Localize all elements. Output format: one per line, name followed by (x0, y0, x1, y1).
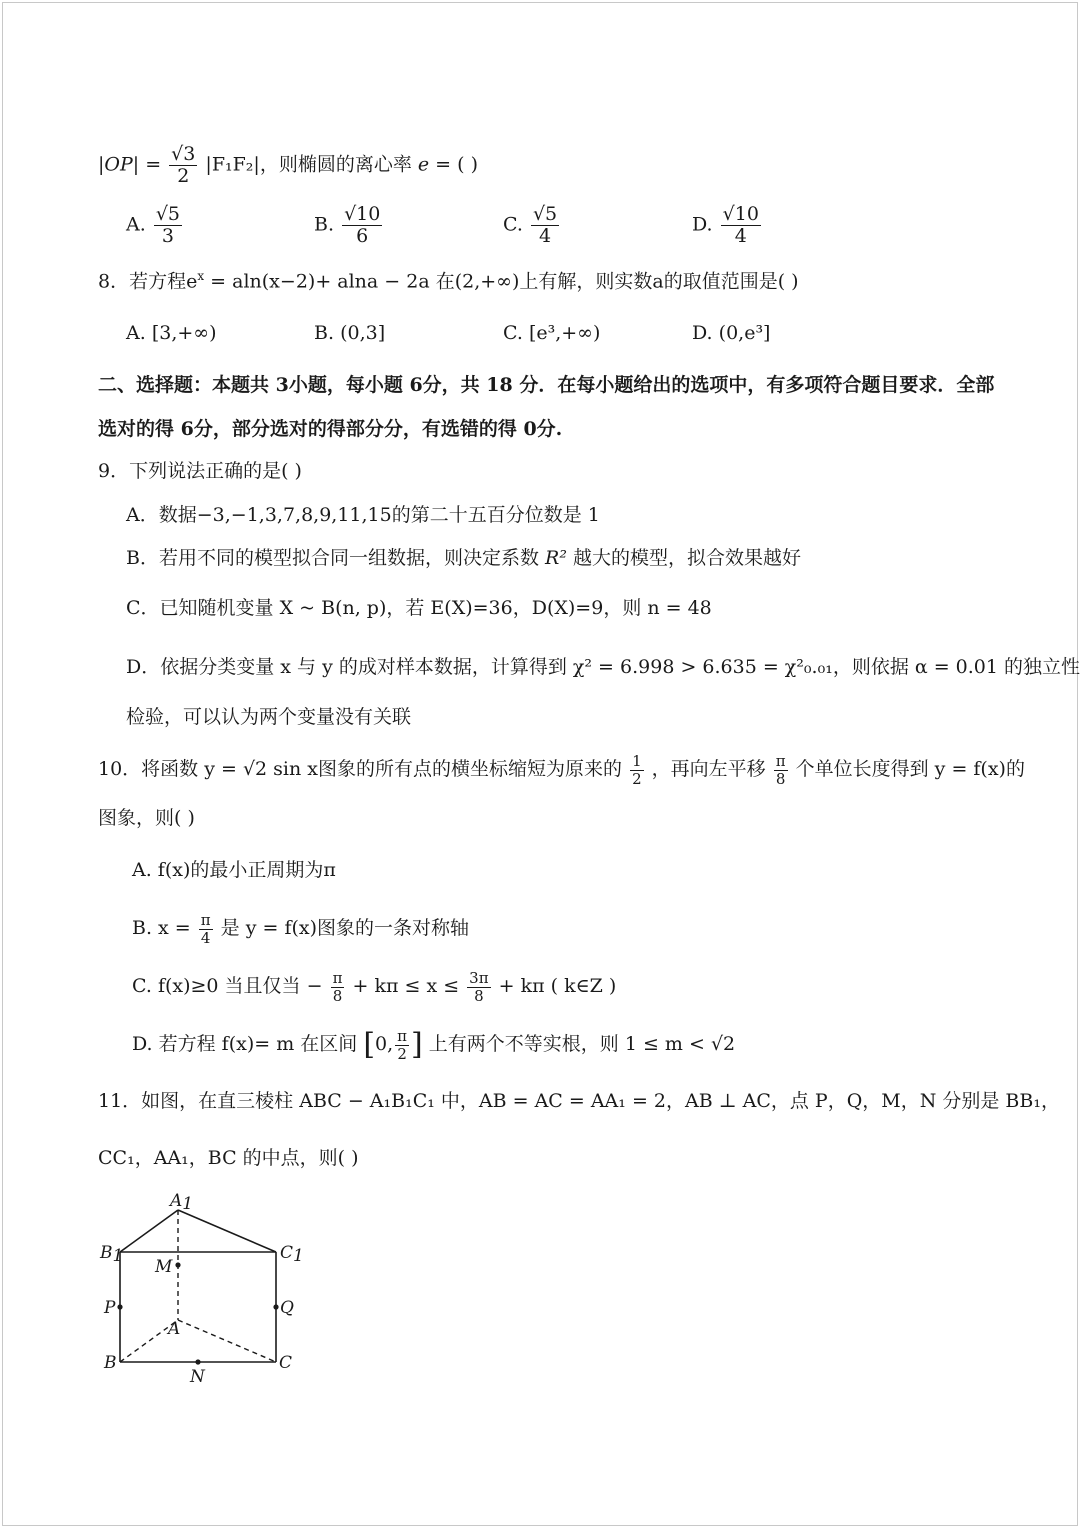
q8-option-a: A. [3,+∞) (126, 322, 217, 344)
q10-stem: 10．将函数 y = √2 sin x图象的所有点的横坐标缩短为原来的 $\frac{1}{2}$ ，再向左平移 $\frac{\pi}{8}$ 个单位长度得到 y = f(x)的 (98, 752, 1025, 788)
label-p: P (104, 1298, 116, 1318)
q9-stem: 9．下列说法正确的是( ) (98, 460, 302, 482)
point-n (195, 1359, 200, 1364)
point-p (117, 1304, 122, 1309)
point-m (175, 1262, 180, 1267)
q10-option-d: D. 若方程 f(x)= m 在区间 [0, $\frac{\pi}{2}$ ] 上有两个不等实根，则 1 ≤ m < √2 (132, 1027, 736, 1063)
q8-stem: 8．若方程$e^x = aln(x-2)+ alna - 2a$ 在(2,+∞)上有解，则实数a的取值范围是( ) (98, 269, 799, 293)
label-m: M (155, 1257, 173, 1277)
label-b1: B1 (100, 1243, 124, 1266)
q7-option-c: C. $\frac{√5}{4}$ (503, 203, 558, 247)
q9-option-d-cont: 检验，可以认为两个变量没有关联 (126, 706, 412, 728)
label-c1: C1 (280, 1243, 304, 1266)
q9-option-d: D．依据分类变量 x 与 y 的成对样本数据，计算得到 χ² = 6.998 > 6.635 = χ²₀.₀₁，则依据 α = 0.01 的独立性 (126, 656, 1080, 678)
q7-option-b: B. $\frac{√10}{6}$ (314, 203, 381, 247)
edge-a1-c1 (178, 1210, 276, 1252)
label-a: A (168, 1319, 181, 1339)
q7-paren: ( ) (457, 153, 479, 176)
label-q: Q (280, 1298, 294, 1318)
q9-option-c: C．已知随机变量 X ~ B(n, p)，若 E(X)=36，D(X)=9，则 n = 48 (126, 597, 712, 619)
label-n: N (190, 1367, 205, 1387)
q7-frac: $\frac{√3}{2}$ (171, 143, 196, 187)
q7-option-a: A. $\frac{√5}{3}$ (126, 203, 181, 247)
q10-stem-cont: 图象，则( ) (98, 807, 195, 829)
q7-option-d: D. $\frac{√10}{4}$ (692, 203, 759, 247)
edge-b1-a1 (120, 1210, 178, 1252)
q11-stem: 11．如图，在直三棱柱 ABC − A₁B₁C₁ 中，AB = AC = AA₁ = 2，AB ⊥ AC，点 P，Q，M，N 分别是 BB₁， (98, 1090, 1060, 1112)
q8-option-c: C. [e³,+∞) (503, 322, 601, 344)
label-b: B (104, 1353, 117, 1373)
q7-op-label: |OP| = (98, 153, 162, 176)
q7-e-eq: e = (417, 153, 452, 176)
section2-heading: 二、选择题：本题共 3小题，每小题 6分，共 18 分．在每小题给出的选项中，有多项符合题目要求．全部 (98, 374, 995, 396)
label-c: C (279, 1353, 293, 1373)
label-a1: A1 (170, 1191, 194, 1214)
q9-option-a: A．数据−3,−1,3,7,8,9,11,15的第二十五百分位数是 1 (126, 504, 600, 526)
q8-option-b: B. (0,3] (314, 322, 386, 344)
edge-a-c-hidden (178, 1320, 276, 1362)
point-q (273, 1304, 278, 1309)
q10-option-c: C. f(x)≥0 当且仅当 − $\frac{\pi}{8}$ + kπ ≤ x ≤ $\frac{3\pi}{8}$ + kπ ( k∈Z ) (132, 969, 617, 1005)
q8-option-d: D. (0,e³] (692, 322, 771, 344)
q10-option-b: B. x = $\frac{\pi}{4}$ 是 y = f(x)图象的一条对称轴 (132, 911, 470, 947)
q10-option-a: A. f(x)的最小正周期为π (132, 859, 336, 881)
q7-tail (98, 144, 478, 187)
q11-stem-cont: CC₁，AA₁，BC 的中点，则( ) (98, 1147, 359, 1169)
prism-figure (96, 1190, 316, 1390)
section2-heading-cont: 选对的得 6分，部分选对的得部分分，有选错的得 0分. (98, 418, 563, 440)
q7-rest: |F₁F₂|，则椭圆的离心率 (205, 153, 412, 176)
q9-option-b: B．若用不同的模型拟合同一组数据，则决定系数 R² 越大的模型，拟合效果越好 (126, 547, 802, 569)
